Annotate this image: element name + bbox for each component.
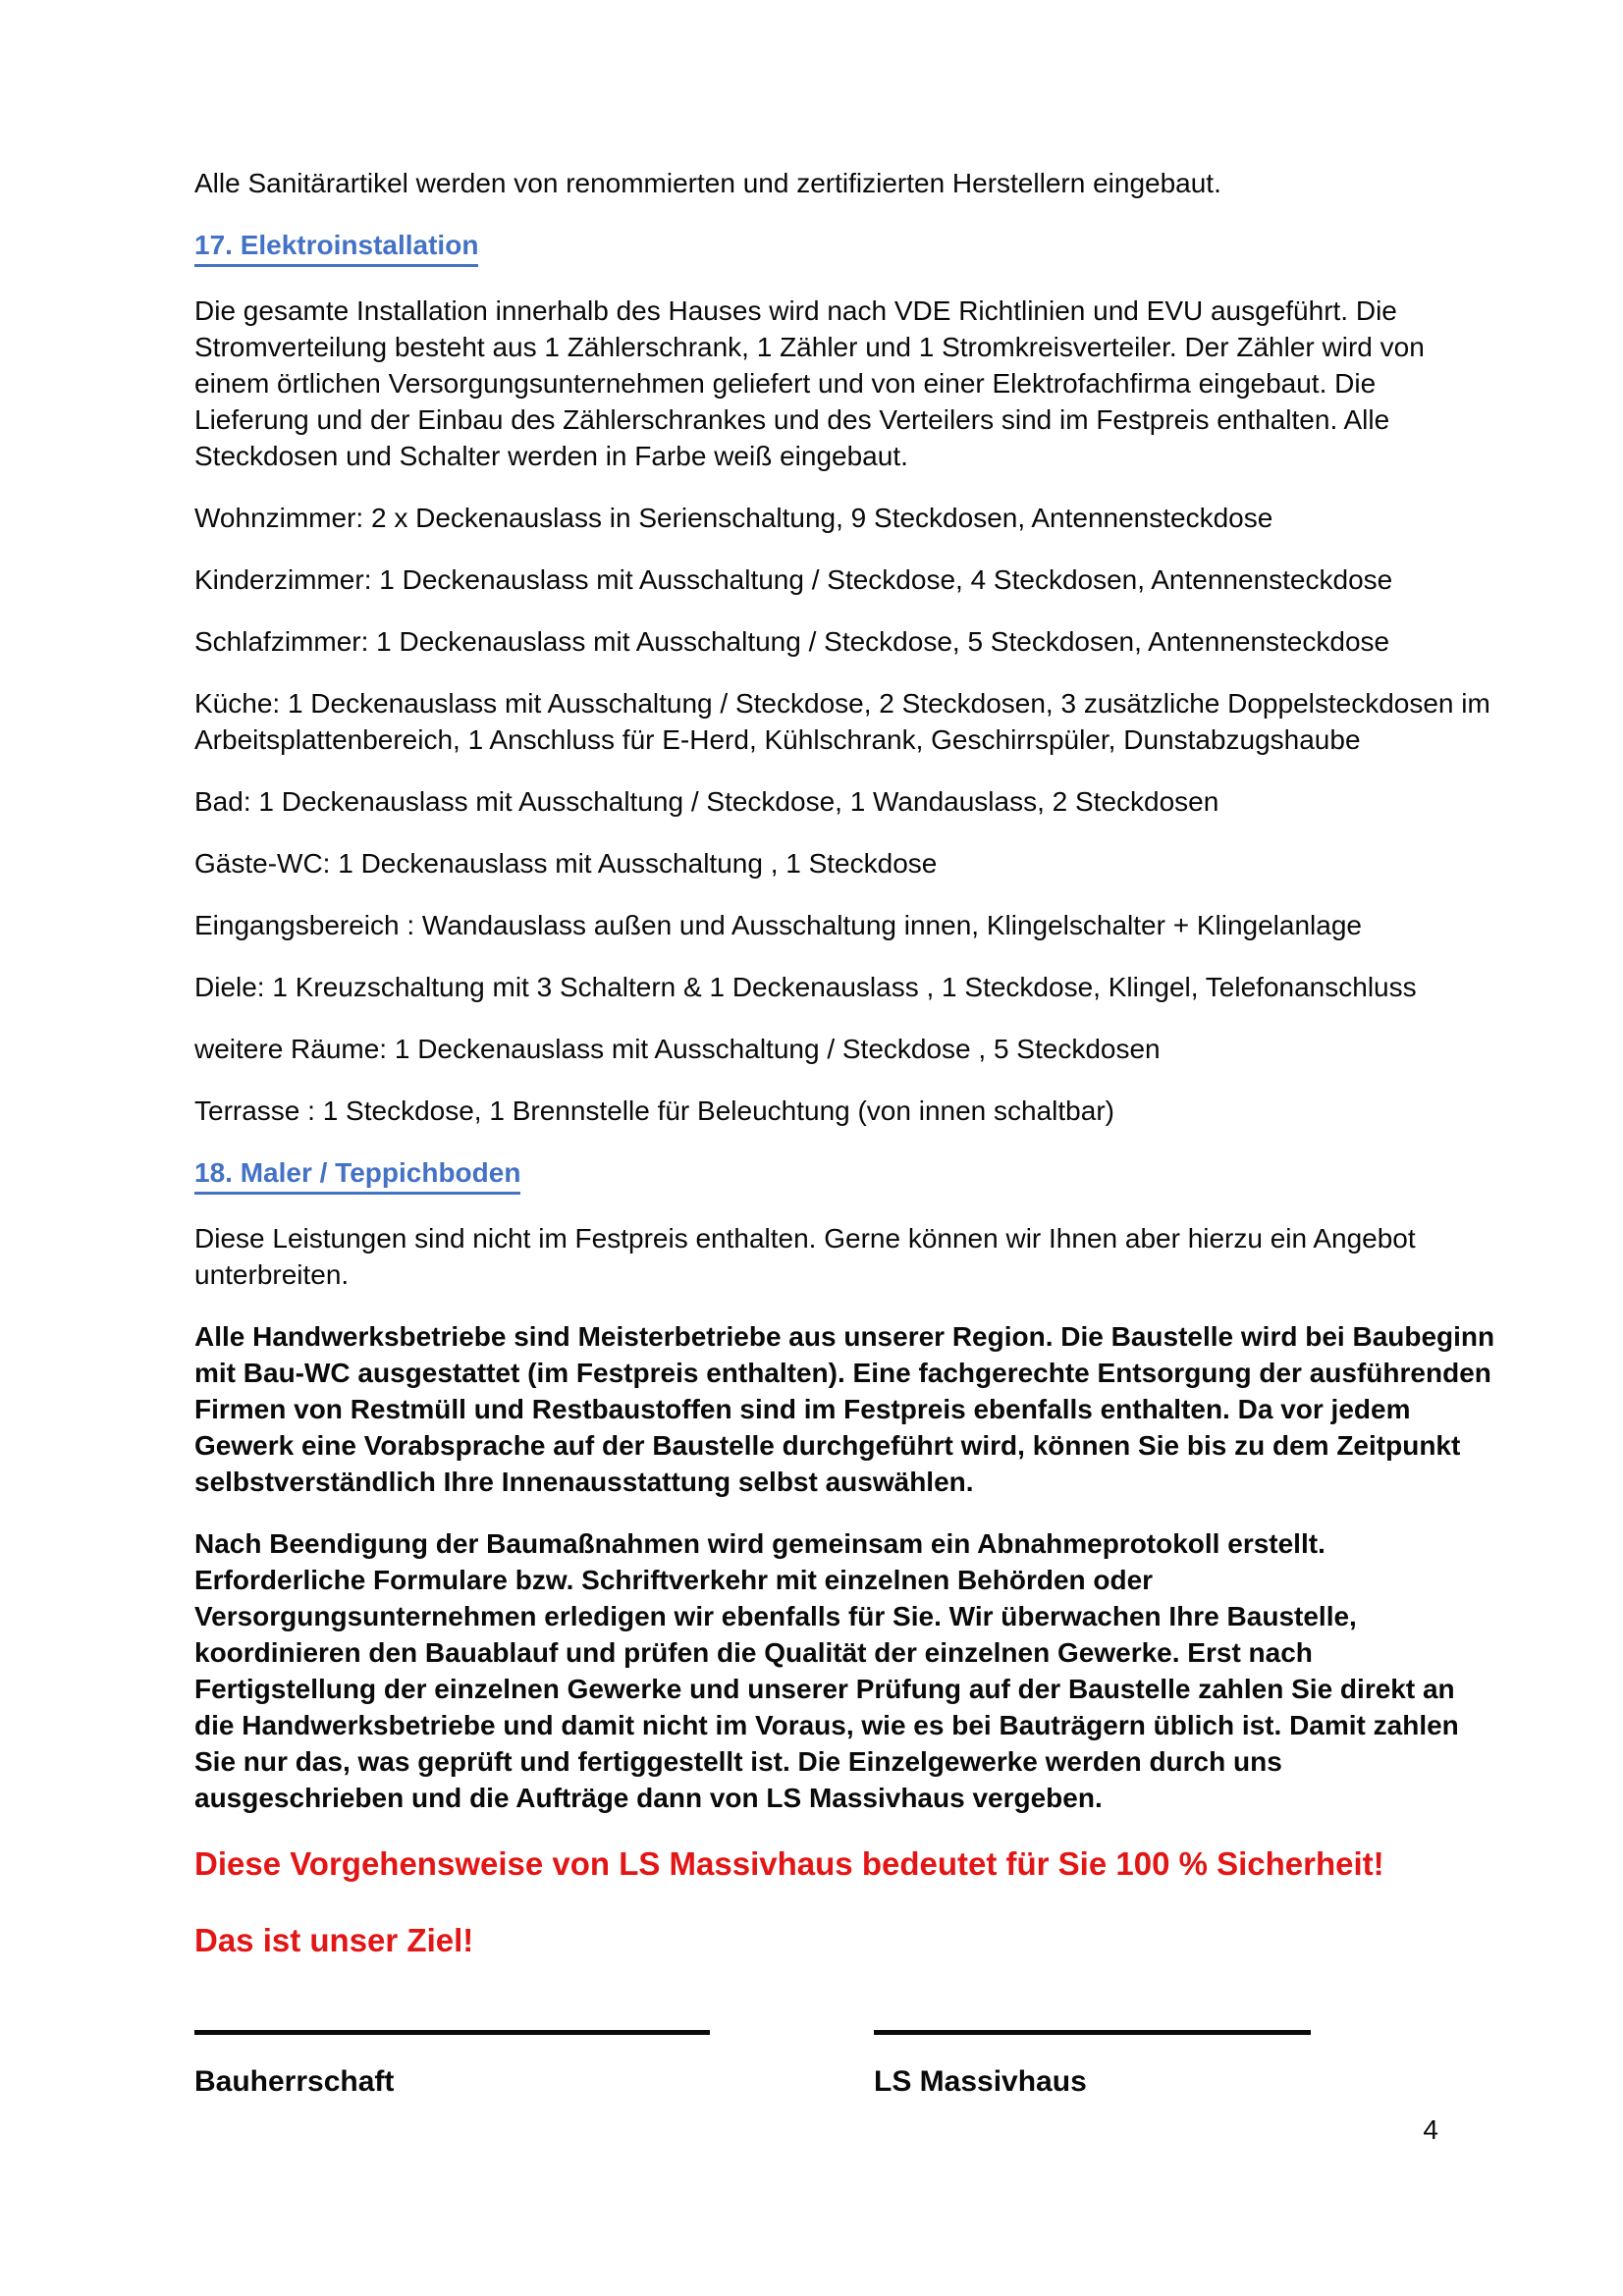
room-item-gaeste-wc: Gäste-WC: 1 Deckenauslass mit Ausschaltung , 1 Steckdose [194,848,938,879]
room-item-weitere-raeume: weitere Räume: 1 Deckenauslass mit Ausschaltung / Steckdose , 5 Steckdosen [194,1034,1161,1064]
signature-line-ls-massivhaus [874,2030,1311,2035]
page-number: 4 [1423,2114,1438,2145]
section-17-heading-text: 17. Elektroinstallation [194,227,478,267]
section-18-heading-text: 18. Maler / Teppichboden [194,1154,520,1195]
room-item-terrasse: Terrasse : 1 Steckdose, 1 Brennstelle für Beleuchtung (von innen schaltbar) [194,1095,1114,1126]
room-item-diele: Diele: 1 Kreuzschaltung mit 3 Schaltern & 1 Deckenauslass , 1 Steckdose, Klingel, Telefonanschluss [194,972,1417,1002]
highlight-line-ziel: Das ist unser Ziel! [194,1922,474,1958]
room-item-schlafzimmer: Schlafzimmer: 1 Deckenauslass mit Ausschaltung / Steckdose, 5 Steckdosen, Antennensteckdose [194,626,1390,657]
room-item-wohnzimmer: Wohnzimmer: 2 x Deckenauslass in Serienschaltung, 9 Steckdosen, Antennensteckdose [194,503,1273,533]
signature-label-ls-massivhaus: LS Massivhaus [874,2065,1087,2098]
room-item-bad: Bad: 1 Deckenauslass mit Ausschaltung / Steckdose, 1 Wandauslass, 2 Steckdosen [194,786,1219,817]
section-18-paragraph: Diese Leistungen sind nicht im Festpreis enthalten. Gerne können wir Ihnen aber hierzu ein Angebot unterbreiten. [194,1223,1416,1290]
room-item-eingangsbereich: Eingangsbereich : Wandauslass außen und Ausschaltung innen, Klingelschalter + Klingelanlage [194,910,1362,940]
section-17-paragraph: Die gesamte Installation innerhalb des Hauses wird nach VDE Richtlinien und EVU ausgeführt. Die Stromverteilung besteht aus 1 Zählerschrank, 1 Zähler und 1 Stromkreisverteiler. Der Zähler wird von einem örtlichen Versorgungsunternehmen geliefert und von einer Elektrofachfirma eingebaut. Die Lieferung und der Einbau des Zählerschrankes und des Verteilers sind im Festpreis enthalten. Alle Steckdosen und Schalter werden in Farbe weiß eingebaut. [194,295,1425,471]
signature-line-bauherrschaft [194,2030,710,2035]
section-18-heading [194,1154,1495,1195]
highlight-line-sicherheit: Diese Vorgehensweise von LS Massivhaus bedeutet für Sie 100 % Sicherheit! [194,1845,1384,1882]
signature-block-ls-massivhaus [874,2030,1311,2100]
signature-label-bauherrschaft: Bauherrschaft [194,2065,395,2098]
room-item-kueche: Küche: 1 Deckenauslass mit Ausschaltung / Steckdose, 2 Steckdosen, 3 zusätzliche Doppelsteckdosen im Arbeitsplattenbereich, 1 Anschluss für E-Herd, Kühlschrank, Geschirrspüler, Dunstabzugshaube [194,688,1490,755]
handwerksbetriebe-paragraph: Alle Handwerksbetriebe sind Meisterbetriebe aus unserer Region. Die Baustelle wird bei Baubeginn mit Bau-WC ausgestattet (im Festpreis enthalten). Eine fachgerechte Entsorgung der ausführenden Firmen von Restmüll und Restbaustoffen sind im Festpreis ebenfalls enthalten. Da vor jedem Gewerk eine Vorabsprache auf der Baustelle durchgeführt wird, können Sie bis zu dem Zeitpunkt selbstverständlich Ihre Innenausstattung selbst auswählen. [194,1321,1495,1497]
intro-paragraph: Alle Sanitärartikel werden von renommierten und zertifizierten Herstellern eingebaut. [194,168,1221,198]
section-17-heading [194,227,1495,267]
room-item-kinderzimmer: Kinderzimmer: 1 Deckenauslass mit Ausschaltung / Steckdose, 4 Steckdosen, Antennensteckdose [194,564,1393,595]
signature-block-bauherrschaft [194,2030,710,2100]
signature-row [194,2030,1495,2100]
abnahme-paragraph: Nach Beendigung der Baumaßnahmen wird gemeinsam ein Abnahmeprotokoll erstellt. Erforderliche Formulare bzw. Schriftverkehr mit einzelnen Behörden oder Versorgungsunternehmen erledigen wir ebenfalls für Sie. Wir überwachen Ihre Baustelle, koordinieren den Bauablauf und prüfen die Qualität der einzelnen Gewerke. Erst nach Fertigstellung der einzelnen Gewerke und unserer Prüfung auf der Baustelle zahlen Sie direkt an die Handwerksbetriebe und damit nicht im Voraus, wie es bei Bauträgern üblich ist. Damit zahlen Sie nur das, was geprüft und fertiggestellt ist. Die Einzelgewerke werden durch uns ausgeschrieben und die Aufträge dann von LS Massivhaus vergeben. [194,1528,1459,1813]
